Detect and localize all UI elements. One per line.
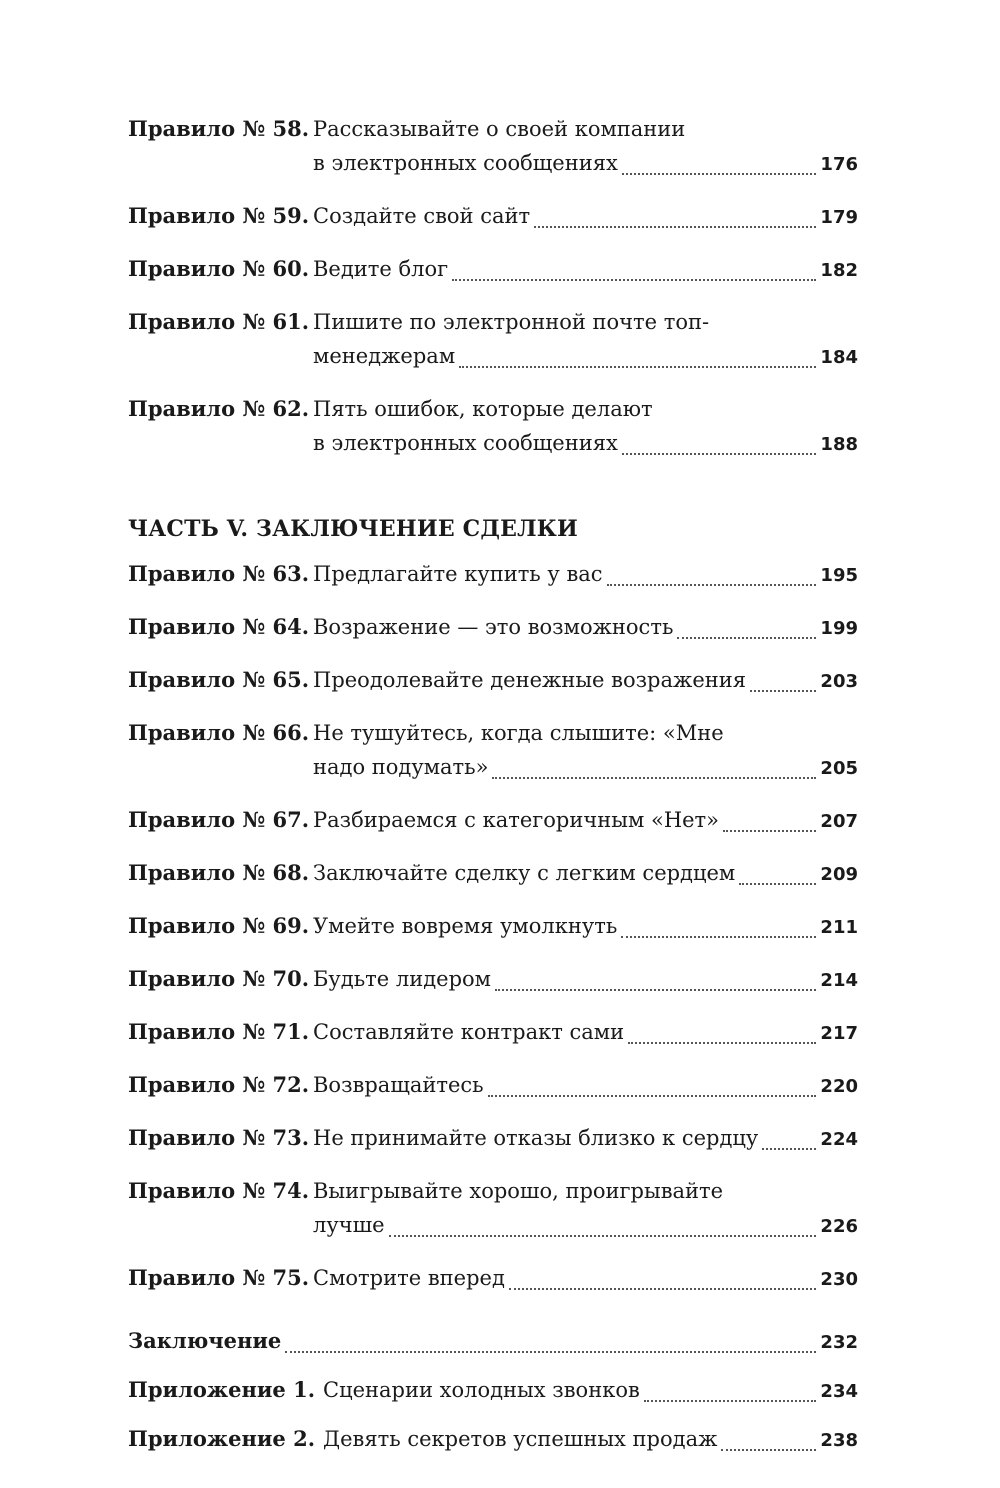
toc-entry bbox=[128, 663, 858, 699]
page-number: 199 bbox=[820, 618, 858, 639]
dot-leader bbox=[762, 1148, 816, 1150]
title-line bbox=[313, 663, 858, 699]
back-matter-label: Приложение 1. bbox=[128, 1377, 316, 1402]
title-text: Создайте свой сайт bbox=[313, 204, 531, 228]
entry-title bbox=[313, 112, 858, 182]
rule-number: Правило № 75. bbox=[128, 1265, 310, 1290]
page-number: 220 bbox=[820, 1076, 858, 1097]
dot-leader bbox=[750, 690, 816, 692]
back-matter bbox=[128, 1324, 858, 1458]
toc-entry bbox=[128, 1068, 858, 1104]
entry-title bbox=[313, 962, 858, 998]
page-number: 188 bbox=[820, 434, 858, 455]
title-line bbox=[313, 426, 858, 462]
page-number: 238 bbox=[820, 1430, 858, 1451]
page-number: 217 bbox=[820, 1023, 858, 1044]
toc-entry bbox=[128, 1174, 858, 1244]
title-text: Разбираемся с категоричным «Нет» bbox=[313, 808, 720, 832]
page-number: 224 bbox=[820, 1129, 858, 1150]
entry-title bbox=[313, 1068, 858, 1104]
toc-entry bbox=[128, 305, 858, 375]
dot-leader bbox=[644, 1400, 817, 1402]
title-text: Смотрите вперед bbox=[313, 1266, 505, 1290]
title-line bbox=[313, 962, 858, 998]
title-line bbox=[313, 909, 858, 945]
title-text: Выигрывайте хорошо, проигрывайте bbox=[313, 1179, 724, 1203]
rule-number: Правило № 62. bbox=[128, 396, 310, 421]
title-text: Преодолевайте денежные возражения bbox=[313, 668, 747, 692]
section-title: ЧАСТЬ V. ЗАКЛЮЧЕНИЕ СДЕЛКИ bbox=[128, 516, 578, 542]
title-line bbox=[313, 112, 858, 146]
toc-entry bbox=[128, 962, 858, 998]
dot-leader bbox=[495, 989, 816, 991]
title-line bbox=[313, 1068, 858, 1104]
rule-number: Правило № 69. bbox=[128, 913, 310, 938]
toc-entry bbox=[128, 1015, 858, 1051]
page-number: 182 bbox=[820, 260, 858, 281]
rule-number: Правило № 61. bbox=[128, 309, 310, 334]
entry-title bbox=[313, 392, 858, 462]
title-line bbox=[313, 339, 858, 375]
page-number: 211 bbox=[820, 917, 858, 938]
entry-title bbox=[313, 252, 858, 288]
entry-title bbox=[313, 1015, 858, 1051]
title-text: Умейте вовремя умолкнуть bbox=[313, 914, 618, 938]
rule-number: Правило № 68. bbox=[128, 860, 310, 885]
rule-number: Правило № 58. bbox=[128, 116, 310, 141]
title-text: лучше bbox=[313, 1213, 385, 1237]
rule-number: Правило № 63. bbox=[128, 561, 310, 586]
title-text: Возвращайтесь bbox=[313, 1073, 484, 1097]
title-text: Заключайте сделку с легким сердцем bbox=[313, 861, 736, 885]
title-line bbox=[313, 1261, 858, 1297]
page-number: 184 bbox=[820, 347, 858, 368]
dot-leader bbox=[452, 279, 816, 281]
toc-entry bbox=[128, 1121, 858, 1157]
entry-title bbox=[313, 803, 858, 839]
entry-title bbox=[313, 856, 858, 892]
title-text: Рассказывайте о своей компании bbox=[313, 117, 686, 141]
title-line bbox=[313, 557, 858, 593]
entry-title bbox=[313, 610, 858, 646]
dot-leader bbox=[628, 1042, 816, 1044]
toc-entry bbox=[128, 610, 858, 646]
entry-title bbox=[313, 199, 858, 235]
dot-leader bbox=[492, 777, 816, 779]
back-matter-label: Приложение 2. bbox=[128, 1426, 316, 1451]
entry-title bbox=[313, 663, 858, 699]
page-number: 209 bbox=[820, 864, 858, 885]
page-number: 179 bbox=[820, 207, 858, 228]
table-of-contents bbox=[128, 112, 858, 1471]
title-text: Будьте лидером bbox=[313, 967, 491, 991]
title-line bbox=[313, 1015, 858, 1051]
page-number: 176 bbox=[820, 154, 858, 175]
dot-leader bbox=[721, 1449, 816, 1451]
rule-number: Правило № 66. bbox=[128, 720, 310, 745]
back-matter-entry bbox=[128, 1422, 858, 1458]
rule-number: Правило № 72. bbox=[128, 1072, 310, 1097]
dot-leader bbox=[389, 1235, 817, 1237]
title-line bbox=[313, 750, 858, 786]
rule-number: Правило № 73. bbox=[128, 1125, 310, 1150]
dot-leader bbox=[739, 883, 816, 885]
page-number: 195 bbox=[820, 565, 858, 586]
page-number: 230 bbox=[820, 1269, 858, 1290]
entry-title bbox=[313, 716, 858, 786]
title-line bbox=[313, 610, 858, 646]
rule-number: Правило № 59. bbox=[128, 203, 310, 228]
title-text: Не тушуйтесь, когда слышите: «Мне bbox=[313, 721, 724, 745]
page-number: 214 bbox=[820, 970, 858, 991]
page-number: 226 bbox=[820, 1216, 858, 1237]
toc-entry bbox=[128, 716, 858, 786]
rule-number: Правило № 70. bbox=[128, 966, 310, 991]
title-line bbox=[313, 146, 858, 182]
toc-entry bbox=[128, 1261, 858, 1297]
title-text: в электронных сообщениях bbox=[313, 151, 618, 175]
toc-entry bbox=[128, 557, 858, 593]
entry-title bbox=[313, 1121, 858, 1157]
toc-entry bbox=[128, 803, 858, 839]
back-matter-title: Девять секретов успешных продаж bbox=[323, 1427, 718, 1451]
title-text: Пишите по электронной почте топ- bbox=[313, 310, 710, 334]
toc-entry bbox=[128, 909, 858, 945]
dot-leader bbox=[459, 366, 816, 368]
back-matter-label: Заключение bbox=[128, 1328, 282, 1353]
toc-entry bbox=[128, 856, 858, 892]
title-line bbox=[313, 803, 858, 839]
title-text: Возражение — это возможность bbox=[313, 615, 674, 639]
dot-leader bbox=[509, 1288, 817, 1290]
title-text: Пять ошибок, которые делают bbox=[313, 397, 653, 421]
toc-entry bbox=[128, 392, 858, 462]
title-line bbox=[313, 1208, 858, 1244]
title-line bbox=[313, 252, 858, 288]
entry-title bbox=[313, 909, 858, 945]
title-line bbox=[313, 1174, 858, 1208]
title-line bbox=[313, 1121, 858, 1157]
title-text: в электронных сообщениях bbox=[313, 431, 618, 455]
page-number: 203 bbox=[820, 671, 858, 692]
back-matter-entry bbox=[128, 1373, 858, 1409]
entry-title bbox=[313, 1174, 858, 1244]
toc-entry bbox=[128, 252, 858, 288]
page-number: 232 bbox=[820, 1332, 858, 1353]
rule-number: Правило № 67. bbox=[128, 807, 310, 832]
toc-entry bbox=[128, 112, 858, 182]
page-number: 207 bbox=[820, 811, 858, 832]
rule-number: Правило № 60. bbox=[128, 256, 310, 281]
title-line bbox=[313, 392, 858, 426]
entry-title bbox=[313, 557, 858, 593]
title-text: менеджерам bbox=[313, 344, 456, 368]
dot-leader bbox=[488, 1095, 817, 1097]
title-text: Составляйте контракт сами bbox=[313, 1020, 625, 1044]
dot-leader bbox=[285, 1351, 816, 1353]
rule-number: Правило № 65. bbox=[128, 667, 310, 692]
title-line bbox=[313, 305, 858, 339]
rule-number: Правило № 64. bbox=[128, 614, 310, 639]
dot-leader bbox=[534, 226, 816, 228]
dot-leader bbox=[621, 936, 816, 938]
page-number: 234 bbox=[820, 1381, 858, 1402]
dot-leader bbox=[723, 830, 816, 832]
back-matter-entry bbox=[128, 1324, 858, 1360]
dot-leader bbox=[607, 584, 817, 586]
rule-number: Правило № 74. bbox=[128, 1178, 310, 1203]
dot-leader bbox=[622, 453, 817, 455]
rule-number: Правило № 71. bbox=[128, 1019, 310, 1044]
dot-leader bbox=[677, 637, 816, 639]
title-line bbox=[313, 856, 858, 892]
title-line bbox=[313, 716, 858, 750]
title-text: Предлагайте купить у вас bbox=[313, 562, 603, 586]
title-text: надо подумать» bbox=[313, 755, 489, 779]
entry-title bbox=[313, 305, 858, 375]
part5-entries bbox=[128, 557, 858, 1297]
entry-title bbox=[313, 1261, 858, 1297]
toc-entry bbox=[128, 199, 858, 235]
title-line bbox=[313, 199, 858, 235]
title-text: Не принимайте отказы близко к сердцу bbox=[313, 1126, 759, 1150]
back-matter-title: Сценарии холодных звонков bbox=[323, 1378, 640, 1402]
title-text: Ведите блог bbox=[313, 257, 449, 281]
part4-entries bbox=[128, 112, 858, 462]
page-number: 205 bbox=[820, 758, 858, 779]
dot-leader bbox=[622, 173, 817, 175]
